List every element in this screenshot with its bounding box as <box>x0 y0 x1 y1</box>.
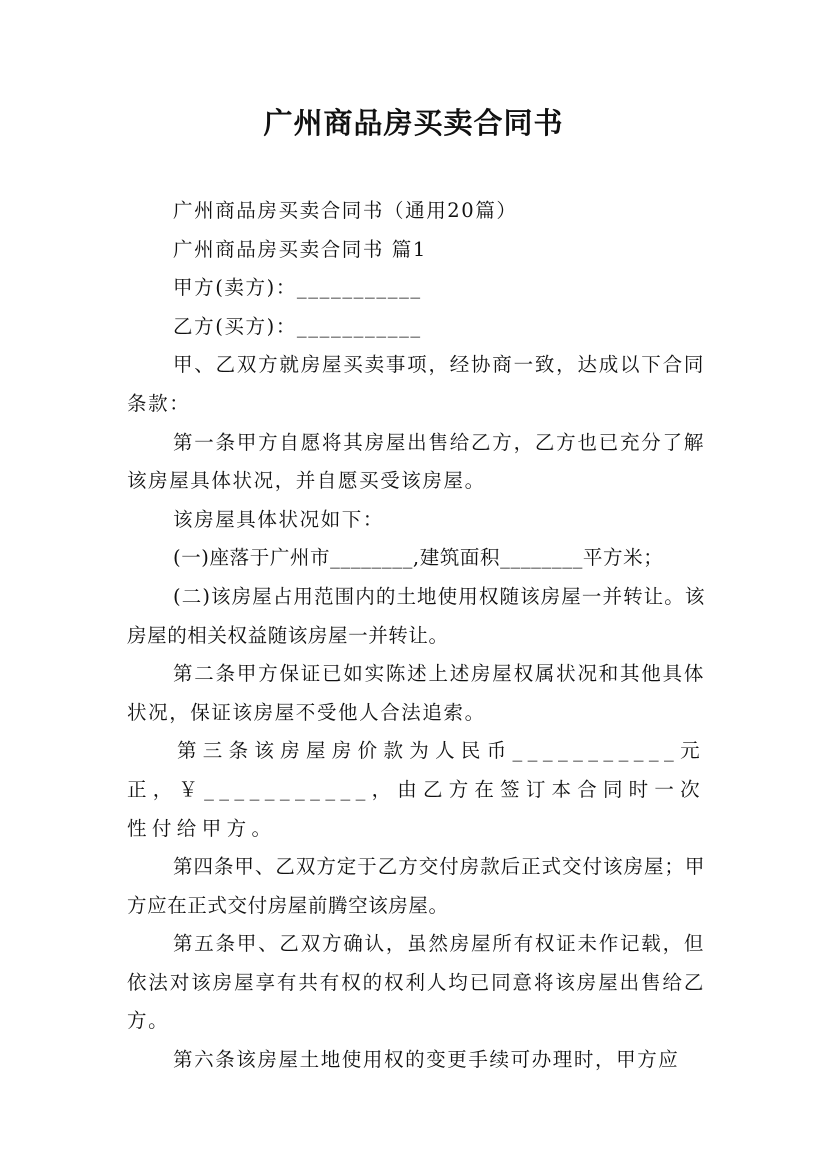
paragraph-article-1: 第一条甲方自愿将其房屋出售给乙方，乙方也已充分了解该房屋具体状况，并自愿买受该房屋。 <box>127 430 705 493</box>
paragraph-collection-heading: 广州商品房买卖合同书（通用20篇） <box>173 199 518 222</box>
paragraph-intro: 甲、乙双方就房屋买卖事项，经协商一致，达成以下合同条款： <box>127 353 705 415</box>
paragraph-property-status: 该房屋具体状况如下： <box>173 507 385 531</box>
paragraph-article-2: 第二条甲方保证已如实陈述上述房屋权属状况和其他具体状况，保证该房屋不受他人合法追索。 <box>127 662 705 724</box>
paragraph-article-4: 第四条甲、乙双方定于乙方交付房款后正式交付该房屋；甲方应在正式交付房屋前腾空该房屋。 <box>127 855 705 917</box>
paragraph-party-b: 乙方(买方)：___________ <box>173 314 422 338</box>
paragraph-item-1: (一)座落于广州市________,建筑面积________平方米； <box>173 546 664 570</box>
paragraph-article-3: 第三条该房屋房价款为人民币___________元正，￥___________，由乙方在签订本合同时一次性付给甲方。 <box>127 739 705 840</box>
document-body <box>127 192 705 1080</box>
paragraph-party-a: 甲方(卖方)：___________ <box>173 276 422 300</box>
paragraph-article-5: 第五条甲、乙双方确认，虽然房屋所有权证未作记载，但依法对该房屋享有共有权的权利人均已同意将该房屋出售给乙方。 <box>127 932 705 1033</box>
paragraph-item-2: (二)该房屋占用范围内的土地使用权随该房屋一并转让。该房屋的相关权益随该房屋一并转让。 <box>127 584 705 647</box>
paragraph-article-6: 第六条该房屋土地使用权的变更手续可办理时，甲方应 <box>173 1048 680 1072</box>
document-title: 广州商品房买卖合同书 <box>263 106 564 140</box>
paragraph-section-heading: 广州商品房买卖合同书 篇1 <box>173 237 427 261</box>
